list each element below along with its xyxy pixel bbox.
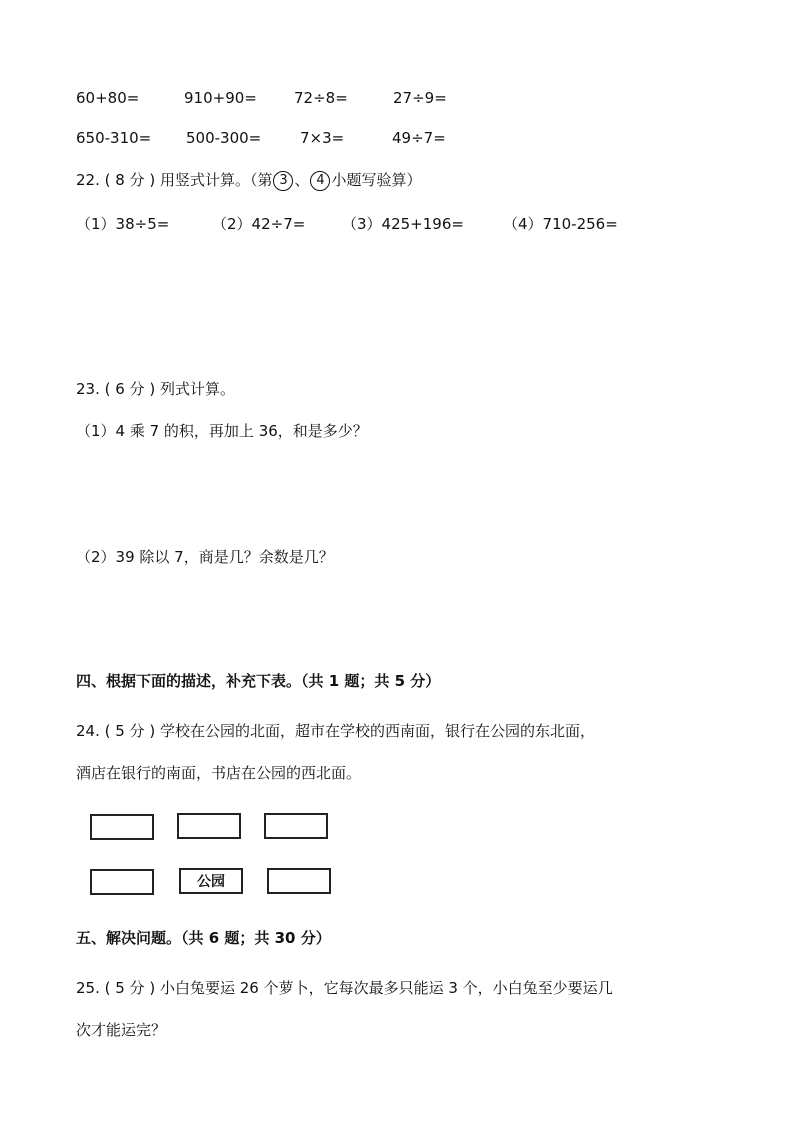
oral-calc-1: 60+80=	[76, 89, 140, 107]
circled-number-4: 4	[310, 171, 330, 191]
q22-item-1: （1）38÷5=	[76, 215, 170, 233]
section-5-heading: 五、解决问题。（共 6 题；共 30 分）	[76, 929, 331, 947]
grid-cell-northeast[interactable]	[264, 813, 328, 839]
oral-calc-3: 72÷8=	[294, 89, 348, 107]
grid-cell-east[interactable]	[267, 868, 331, 894]
q22-prefix: 22. ( 8 分 ) 用竖式计算。（第	[76, 171, 273, 189]
oral-calc-2: 910+90=	[184, 89, 257, 107]
circled-number-3: 3	[273, 171, 293, 191]
oral-calc-7: 7×3=	[300, 129, 345, 147]
grid-cell-west[interactable]	[90, 869, 154, 895]
q23-item-2: （2）39 除以 7，商是几？余数是几？	[76, 548, 334, 566]
q23-item-1: （1）4 乘 7 的积，再加上 36，和是多少？	[76, 422, 368, 440]
grid-cell-park	[179, 868, 243, 894]
q22-title	[76, 169, 421, 191]
park-label: 公园	[197, 874, 225, 890]
q25-line-2: 次才能运完？	[76, 1021, 167, 1039]
q22-item-4: （4）710-256=	[503, 215, 618, 233]
section-4-heading: 四、根据下面的描述，补充下表。（共 1 题；共 5 分）	[76, 672, 441, 690]
q22-suffix: 小题写验算）	[331, 171, 422, 189]
q23-title: 23. ( 6 分 ) 列式计算。	[76, 380, 235, 398]
oral-calc-6: 500-300=	[186, 129, 262, 147]
q22-separator: 、	[294, 171, 310, 189]
q22-item-3: （3）425+196=	[342, 215, 464, 233]
q25-line-1: 25. ( 5 分 ) 小白兔要运 26 个萝卜，它每次最多只能运 3 个，小白兔至少要运几	[76, 979, 613, 997]
q24-line-1: 24. ( 5 分 ) 学校在公园的北面，超市在学校的西南面，银行在公园的东北面，	[76, 722, 595, 740]
q22-item-2: （2）42÷7=	[212, 215, 306, 233]
oral-calc-5: 650-310=	[76, 129, 152, 147]
q24-line-2: 酒店在银行的南面，书店在公园的西北面。	[76, 764, 362, 782]
grid-cell-northwest[interactable]	[90, 814, 154, 840]
grid-cell-north[interactable]	[177, 813, 241, 839]
oral-calc-8: 49÷7=	[392, 129, 446, 147]
oral-calc-4: 27÷9=	[393, 89, 447, 107]
